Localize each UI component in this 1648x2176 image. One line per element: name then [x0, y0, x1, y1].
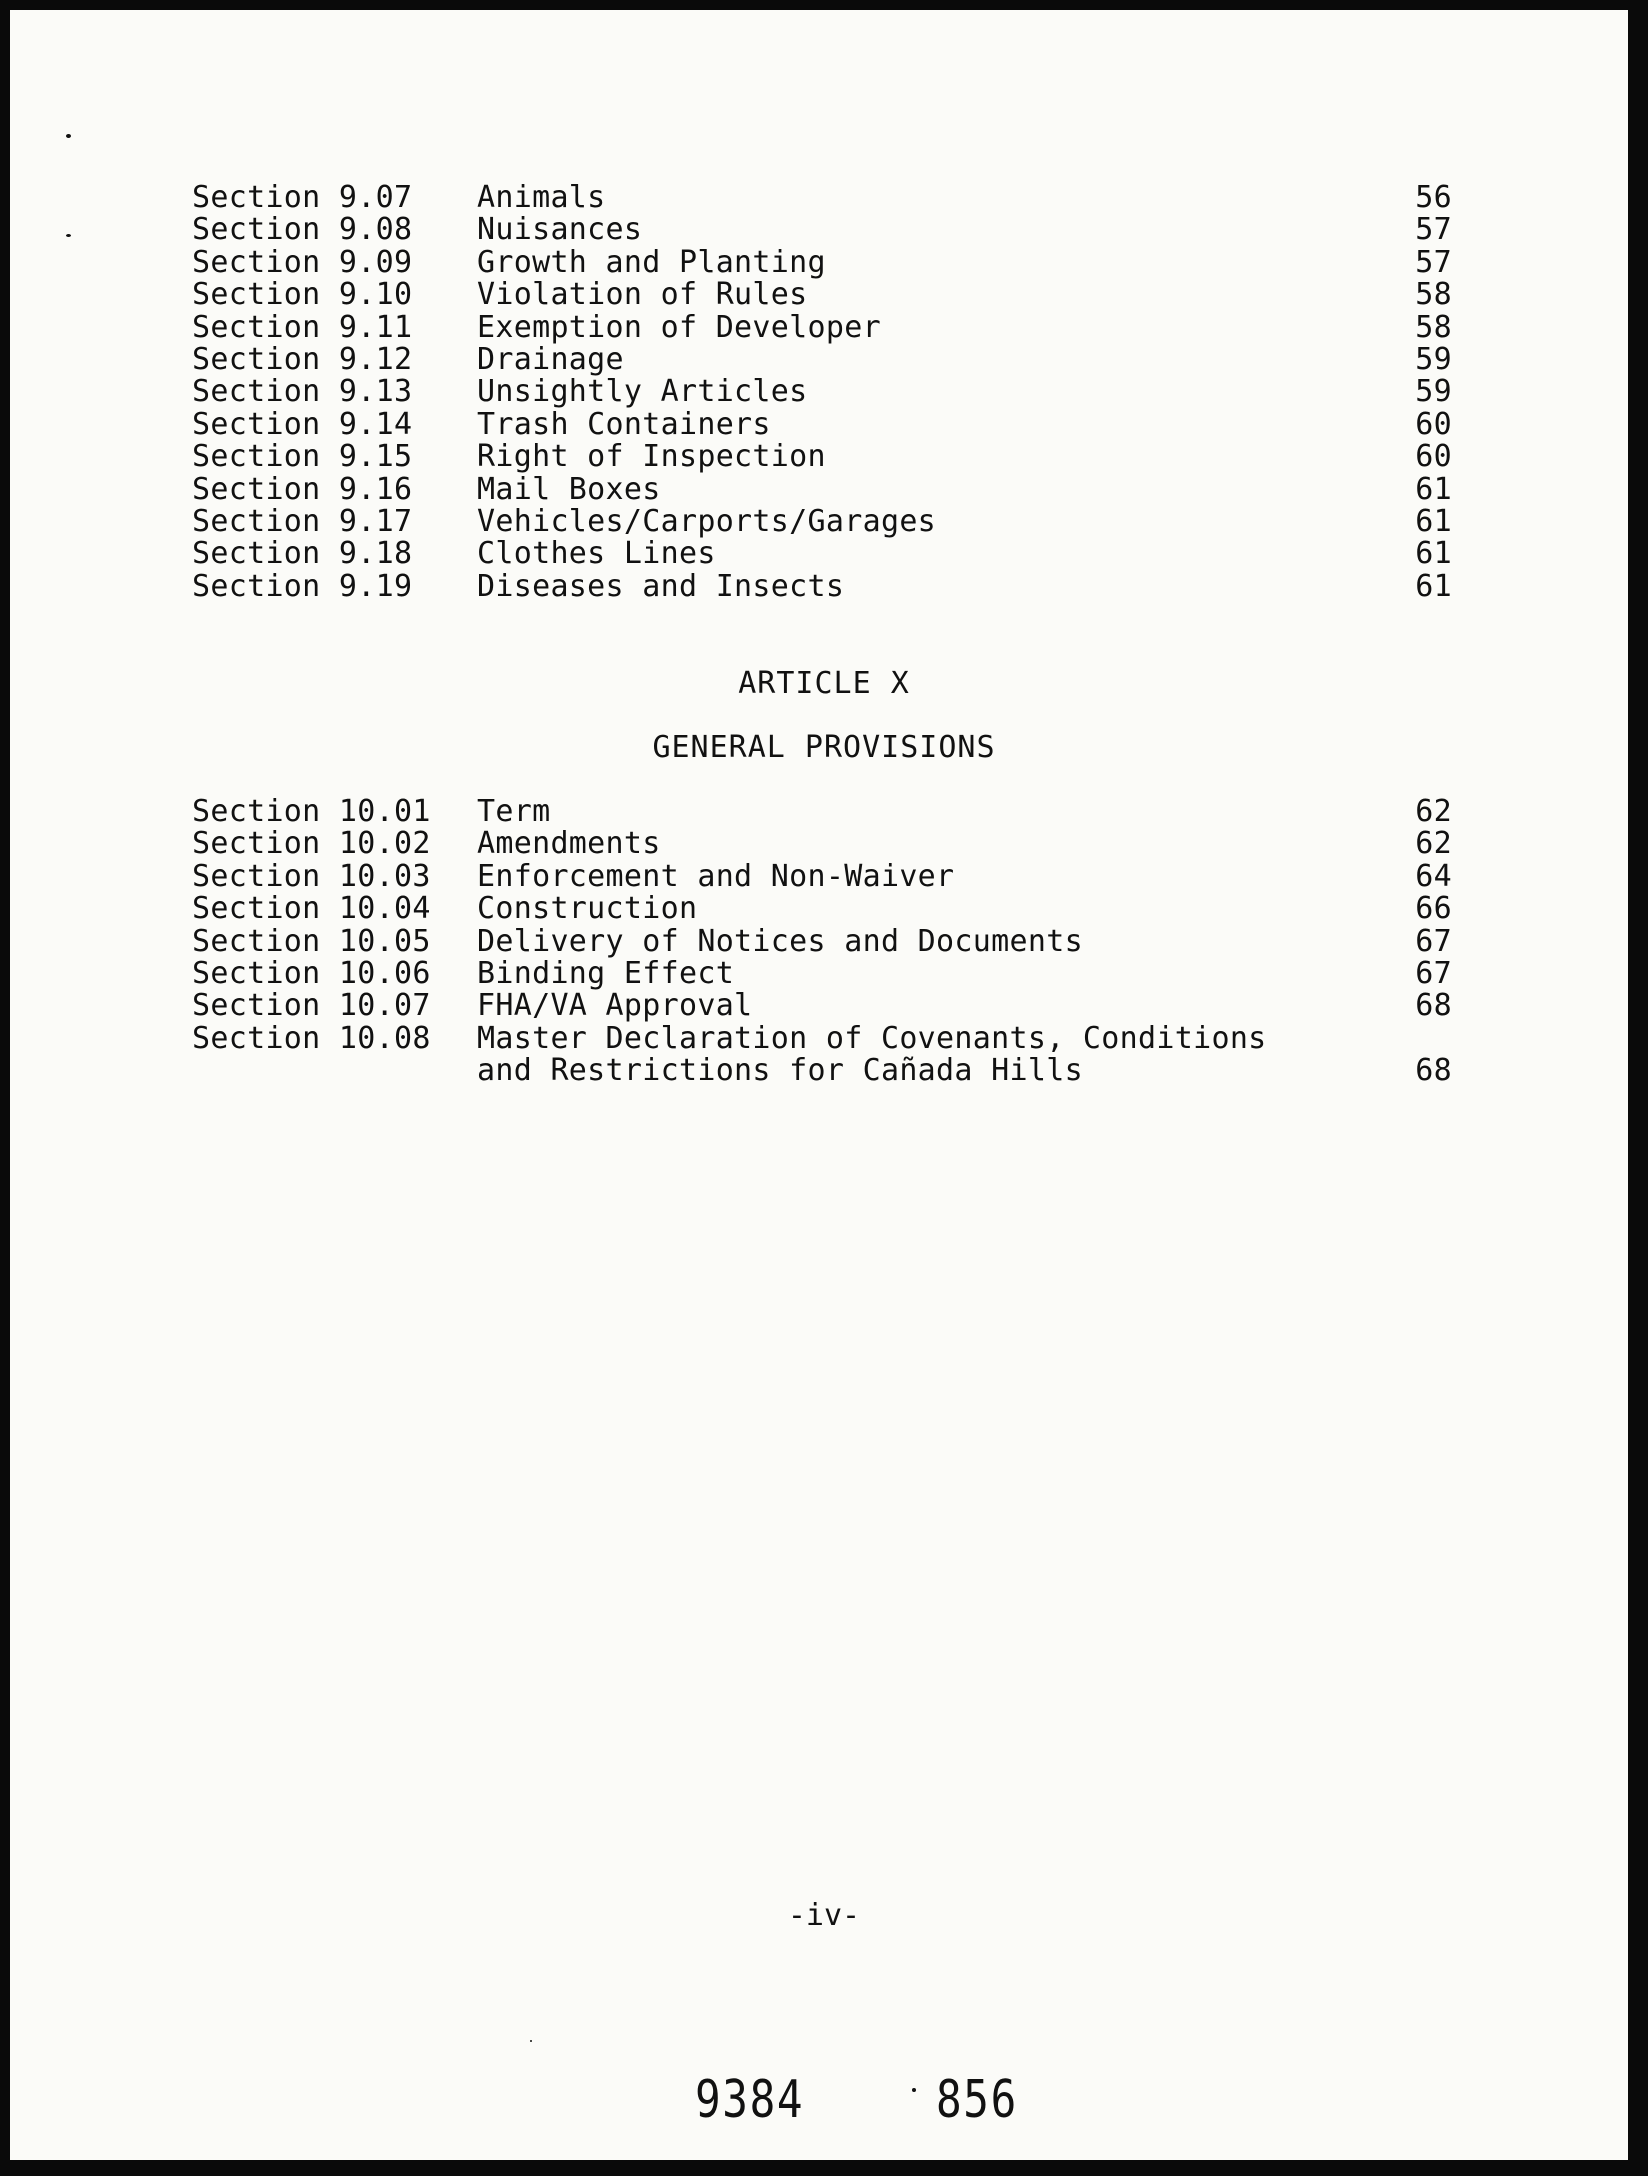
toc-entry — [192, 568, 1452, 604]
toc-entry — [192, 958, 1452, 990]
toc-section-title: Vehicles/Carports/Garages — [477, 504, 937, 540]
toc-section-title: Clothes Lines — [477, 536, 716, 572]
toc-entry — [192, 828, 1452, 860]
toc-section-title: Drainage — [477, 342, 624, 378]
toc-entry — [192, 538, 1452, 570]
toc-section-title: Growth and Planting — [477, 244, 826, 280]
toc-page-number: 61 — [1415, 536, 1452, 572]
toc-entry — [192, 471, 1452, 507]
toc-entry — [192, 182, 1452, 214]
toc-section-title: Exemption of Developer — [477, 309, 881, 345]
scan-speck — [66, 134, 71, 138]
toc-section-number: Section 9.18 — [192, 536, 413, 572]
toc-page-number: 60 — [1415, 439, 1452, 475]
toc-page-number: 58 — [1415, 309, 1452, 345]
toc-page-number: 67 — [1415, 956, 1452, 992]
toc-section-number: Section 9.19 — [192, 568, 413, 604]
toc-entry — [192, 309, 1452, 345]
toc-page-number: 67 — [1415, 923, 1452, 959]
toc-page-number: 59 — [1415, 342, 1452, 378]
toc-section-title: Animals — [477, 180, 606, 215]
toc-article-x-list — [192, 796, 1452, 1088]
toc-page-number: 62 — [1415, 826, 1452, 862]
page-number: -iv- — [787, 1898, 861, 1933]
toc-section-title: Master Declaration of Covenants, Conditions and Restrictions for Cañada Hills — [477, 1020, 1267, 1089]
toc-page-number: 61 — [1415, 568, 1452, 604]
toc-section-number: Section 9.12 — [192, 342, 413, 378]
toc-section-number: Section 9.09 — [192, 244, 413, 280]
toc-entry — [192, 376, 1452, 408]
toc-entry — [192, 893, 1452, 925]
toc-section-title: Mail Boxes — [477, 471, 661, 507]
toc-entry — [192, 796, 1452, 828]
toc-section-number: Section 10.05 — [192, 923, 431, 959]
toc-page-number: 66 — [1415, 891, 1452, 927]
toc-section-number: Section 9.08 — [192, 212, 413, 248]
toc-page-number: 68 — [1415, 1053, 1452, 1089]
toc-section-title: FHA/VA Approval — [477, 988, 753, 1024]
toc-section-number: Section 9.11 — [192, 309, 413, 345]
document-page — [10, 10, 1628, 2160]
toc-section-number: Section 10.02 — [192, 826, 431, 862]
toc-section-title: Diseases and Insects — [477, 568, 845, 604]
toc-page-number: 64 — [1415, 858, 1452, 894]
scan-speck — [66, 234, 71, 237]
toc-entry — [192, 344, 1452, 376]
toc-entry — [192, 214, 1452, 246]
toc-section-title: Construction — [477, 891, 698, 927]
toc-article-ix-list — [192, 182, 1452, 603]
toc-section-number: Section 9.10 — [192, 277, 413, 313]
toc-page-number: 60 — [1415, 406, 1452, 442]
toc-section-number: Section 9.14 — [192, 406, 413, 442]
toc-entry — [192, 406, 1452, 442]
toc-section-number: Section 10.01 — [192, 794, 431, 829]
toc-entry — [192, 441, 1452, 473]
toc-page-number: 61 — [1415, 504, 1452, 540]
toc-section-number: Section 9.13 — [192, 374, 413, 410]
toc-section-title: Binding Effect — [477, 956, 735, 992]
toc-section-number: Section 9.16 — [192, 471, 413, 507]
toc-section-number: Section 9.15 — [192, 439, 413, 475]
toc-entry — [192, 990, 1452, 1022]
toc-section-number: Section 9.17 — [192, 504, 413, 540]
toc-section-title: Nuisances — [477, 212, 643, 248]
toc-entry — [192, 923, 1452, 959]
toc-section-number: Section 9.07 — [192, 180, 413, 215]
toc-section-title: Amendments — [477, 826, 661, 862]
toc-page-number: 62 — [1415, 794, 1452, 829]
scan-speck — [912, 2088, 916, 2092]
toc-section-number: Section 10.03 — [192, 858, 431, 894]
toc-page-number: 57 — [1415, 244, 1452, 280]
toc-section-title: Term — [477, 794, 551, 829]
toc-section-number: Section 10.06 — [192, 956, 431, 992]
scan-speck — [530, 2040, 532, 2042]
toc-section-title: Right of Inspection — [477, 439, 826, 475]
article-subheading: GENERAL PROVISIONS — [652, 730, 996, 765]
toc-page-number: 58 — [1415, 277, 1452, 313]
toc-section-title: Delivery of Notices and Documents — [477, 923, 1083, 959]
toc-section-number: Section 10.08 — [192, 1020, 431, 1056]
toc-section-title: Enforcement and Non-Waiver — [477, 858, 955, 894]
toc-page-number: 57 — [1415, 212, 1452, 248]
toc-entry — [192, 244, 1452, 280]
toc-section-title: Trash Containers — [477, 406, 771, 442]
toc-section-number: Section 10.04 — [192, 891, 431, 927]
toc-page-number: 56 — [1415, 180, 1452, 215]
document-number-left: 9384 — [695, 2070, 805, 2130]
toc-page-number: 59 — [1415, 374, 1452, 410]
document-number-right: 856 — [936, 2070, 1018, 2130]
toc-section-number: Section 10.07 — [192, 988, 431, 1024]
toc-entry — [192, 279, 1452, 311]
article-heading: ARTICLE X — [738, 666, 910, 701]
toc-entry — [192, 1020, 1452, 1089]
toc-section-title: Violation of Rules — [477, 277, 808, 313]
toc-page-number: 61 — [1415, 471, 1452, 507]
toc-section-title: Unsightly Articles — [477, 374, 808, 410]
toc-page-number: 68 — [1415, 988, 1452, 1024]
toc-entry — [192, 506, 1452, 538]
toc-entry — [192, 858, 1452, 894]
